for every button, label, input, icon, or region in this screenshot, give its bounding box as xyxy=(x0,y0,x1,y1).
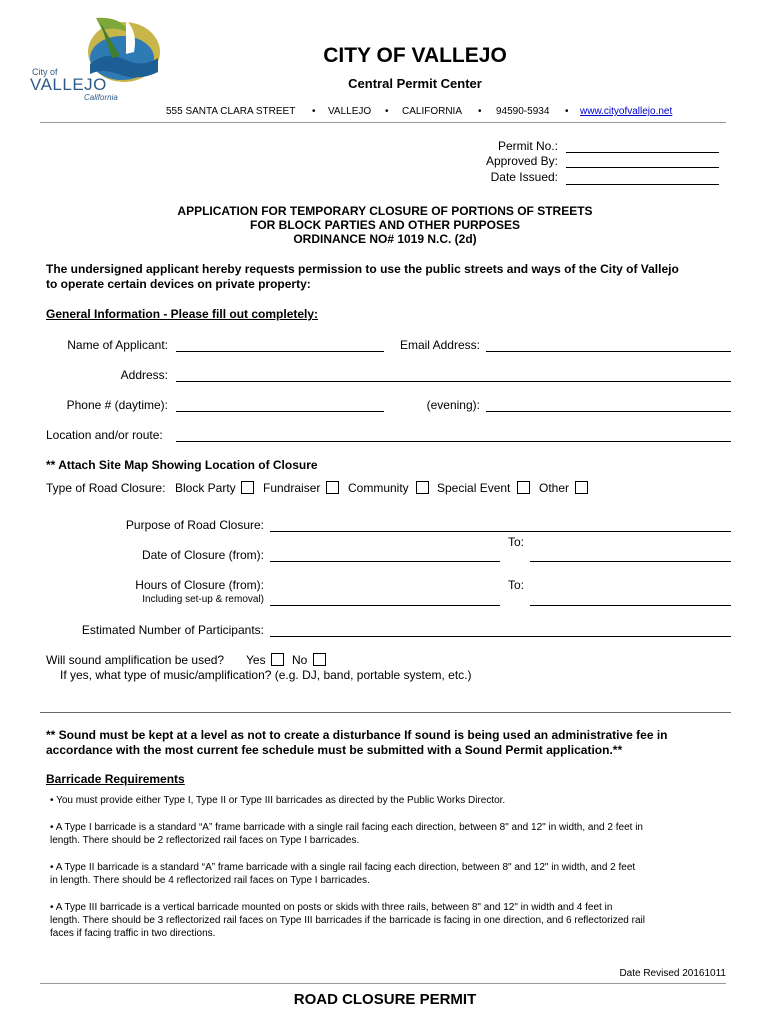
hours-note: Including set-up & removal) xyxy=(142,594,264,605)
date-from-label: Date of Closure (from): xyxy=(141,548,264,562)
address-state: CALIFORNIA xyxy=(402,106,463,117)
intro-line2: to operate certain devices on private property: xyxy=(46,277,311,291)
approved-by-field[interactable] xyxy=(566,167,719,168)
checkbox-special-event[interactable] xyxy=(517,481,530,494)
name-label: Name of Applicant: xyxy=(67,338,168,352)
barricade-bullet-4-line3: faces if facing traffic in two directions. xyxy=(50,928,216,939)
address-field[interactable] xyxy=(176,381,731,382)
phone-day-label: Phone # (daytime): xyxy=(66,398,168,412)
sound-warning-line1: ** Sound must be kept at a level as not to create a disturbance If sound is being used an administrative fee in xyxy=(46,728,668,742)
header-divider xyxy=(40,122,726,123)
address-sep-3: • xyxy=(478,106,482,117)
city-website-link[interactable]: www.cityofvallejo.net xyxy=(580,106,673,117)
barricade-bullet-1: • You must provide either Type I, Type II or Type III barricades as directed by the Public Works Director. xyxy=(50,795,506,806)
form-title-line3: ORDINANCE NO# 1019 N.C. (2d) xyxy=(293,232,477,246)
location-label: Location and/or route: xyxy=(46,428,163,442)
email-field[interactable] xyxy=(486,351,731,352)
purpose-field[interactable] xyxy=(270,531,731,532)
address-sep-4: • xyxy=(565,106,569,117)
permit-no-label: Permit No.: xyxy=(497,139,558,153)
closure-option-fundraiser: Fundraiser xyxy=(263,481,321,495)
date-issued-field[interactable] xyxy=(566,184,719,185)
address-label: Address: xyxy=(120,368,168,382)
address-sep-1: • xyxy=(312,106,316,117)
intro-line1: The undersigned applicant hereby requests permission to use the public streets and ways of the City of Vallejo xyxy=(46,262,679,276)
hours-from-field[interactable] xyxy=(270,605,500,606)
hours-to-label: To: xyxy=(508,578,525,592)
footer-title: ROAD CLOSURE PERMIT xyxy=(293,991,477,1008)
phone-evening-field[interactable] xyxy=(486,411,731,412)
checkbox-fundraiser[interactable] xyxy=(326,481,339,494)
footer-divider xyxy=(40,983,726,984)
permit-no-field[interactable] xyxy=(566,152,719,153)
closure-option-block-party: Block Party xyxy=(175,481,236,495)
logo-main-text: VALLEJO xyxy=(30,75,107,94)
sound-no-label: No xyxy=(292,653,308,667)
form-title-line2: FOR BLOCK PARTIES AND OTHER PURPOSES xyxy=(249,218,521,232)
closure-option-special-event: Special Event xyxy=(437,481,511,495)
site-map-note: ** Attach Site Map Showing Location of Closure xyxy=(46,458,318,472)
city-logo xyxy=(26,12,166,104)
checkbox-sound-yes[interactable] xyxy=(271,653,284,666)
date-from-field[interactable] xyxy=(270,561,500,562)
address-zip: 94590-5934 xyxy=(496,106,550,117)
logo-small-text: City of xyxy=(32,67,58,77)
center-name: Central Permit Center xyxy=(348,76,482,91)
closure-option-community: Community xyxy=(348,481,409,495)
email-label: Email Address: xyxy=(399,338,480,352)
location-field[interactable] xyxy=(176,441,731,442)
date-to-label: To: xyxy=(508,535,525,549)
barricade-bullet-2-line1: • A Type I barricade is a standard “A” frame barricade with a single rail facing each direction, between 8" and 12" in width, and 2 feet in xyxy=(50,822,643,833)
sound-yes-label: Yes xyxy=(246,653,266,667)
logo-sub-text: California xyxy=(84,93,118,102)
participants-field[interactable] xyxy=(270,636,731,637)
hours-from-label: Hours of Closure (from): xyxy=(135,578,264,592)
phone-day-field[interactable] xyxy=(176,411,384,412)
barricade-bullet-2-line2: length. There should be 2 reflectorized rail faces on Type I barricades. xyxy=(50,835,360,846)
checkbox-community[interactable] xyxy=(416,481,429,494)
sound-warning-line2: accordance with the most current fee schedule must be submitted with a Sound Permit application.** xyxy=(46,743,623,757)
address-street: 555 SANTA CLARA STREET xyxy=(166,106,296,117)
approved-by-label: Approved By: xyxy=(485,154,558,168)
barricade-bullet-3-line2: in length. There should be 4 reflectorized rail faces on Type I barricades. xyxy=(50,875,370,886)
sound-followup: If yes, what type of music/amplification? (e.g. DJ, band, portable system, etc.) xyxy=(60,668,472,682)
barricade-bullet-3-line1: • A Type II barricade is a standard “A” frame barricade with a single rail facing each direction, between 8" and 12" in width, and 2 feet xyxy=(50,862,636,873)
closure-type-label: Type of Road Closure: xyxy=(46,481,166,495)
date-to-field[interactable] xyxy=(530,561,731,562)
address-city: VALLEJO xyxy=(328,106,372,117)
date-issued-label: Date Issued: xyxy=(490,170,558,184)
hours-to-field[interactable] xyxy=(530,605,731,606)
purpose-label: Purpose of Road Closure: xyxy=(125,518,264,532)
participants-label: Estimated Number of Participants: xyxy=(81,623,264,637)
date-revised: Date Revised 20161011 xyxy=(619,968,726,979)
barricade-heading: Barricade Requirements xyxy=(46,772,185,786)
barricade-bullet-4-line1: • A Type III barricade is a vertical barricade mounted on posts or skids with three rails, between 8" and 12" in width and 4 feet in xyxy=(50,902,613,913)
phone-evening-label: (evening): xyxy=(426,398,480,412)
checkbox-sound-no[interactable] xyxy=(313,653,326,666)
general-info-heading: General Information - Please fill out completely: xyxy=(46,307,319,321)
sound-type-field[interactable] xyxy=(40,712,731,713)
form-title-line1: APPLICATION FOR TEMPORARY CLOSURE OF PORTIONS OF STREETS xyxy=(177,204,593,218)
name-field[interactable] xyxy=(176,351,384,352)
address-sep-2: • xyxy=(385,106,389,117)
closure-option-other: Other xyxy=(539,481,570,495)
sound-question: Will sound amplification be used? xyxy=(46,653,225,667)
city-title: CITY OF VALLEJO xyxy=(323,44,507,67)
barricade-bullet-4-line2: length. There should be 3 reflectorized rail faces on Type III barricades if the barricade is facing in one direction, and 6 reflectorized rail xyxy=(50,915,645,926)
checkbox-other[interactable] xyxy=(575,481,588,494)
checkbox-block-party[interactable] xyxy=(241,481,254,494)
